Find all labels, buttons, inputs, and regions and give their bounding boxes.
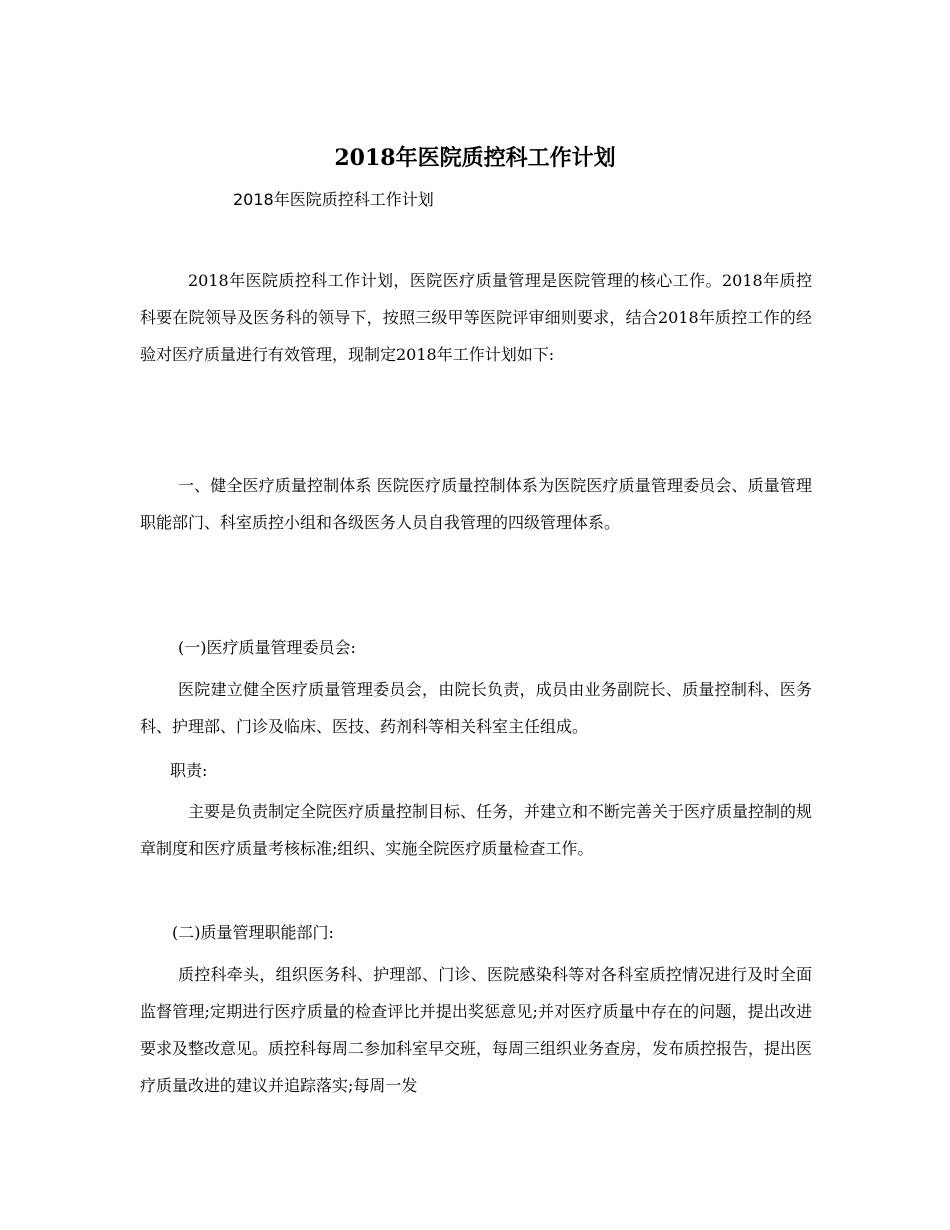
document-title: 2018年医院质控科工作计划 bbox=[334, 145, 616, 171]
subsection-2-heading: (二)质量管理职能部门: bbox=[172, 923, 334, 942]
intro-paragraph: 2018年医院质控科工作计划，医院医疗质量管理是医院管理的核心工作。2018年质控科要在院领导及医务科的领导下，按照三级甲等医院评审细则要求，结合2018年质控工作的经验对医疗质量进行有效管理，现制定2018年工作计划如下: bbox=[140, 271, 812, 364]
subsection-2-paragraph: 质控科牵头，组织医务科、护理部、门诊、医院感染科等对各科室质控情况进行及时全面监督管理;定期进行医疗质量的检查评比并提出奖惩意见;并对医疗质量中存在的问题，提出改进要求及整改意见。质控科每周二参加科室早交班，每周三组织业务查房，发布质控报告，提出医疗质量改进的建议并追踪落实;每周一发 bbox=[140, 965, 813, 1095]
duties-paragraph: 主要是负责制定全院医疗质量控制目标、任务，并建立和不断完善关于医疗质量控制的规章制度和医疗质量考核标准;组织、实施全院医疗质量检查工作。 bbox=[140, 802, 813, 858]
document-subtitle: 2018年医院质控科工作计划 bbox=[233, 190, 434, 209]
subsection-1-paragraph: 医院建立健全医疗质量管理委员会，由院长负责，成员由业务副院长、质量控制科、医务科、护理部、门诊及临床、医技、药剂科等相关科室主任组成。 bbox=[140, 680, 812, 736]
section-1-paragraph: 一、健全医疗质量控制体系 医院医疗质量控制体系为医院医疗质量管理委员会、质量管理职能部门、科室质控小组和各级医务人员自我管理的四级管理体系。 bbox=[140, 476, 812, 532]
duties-label: 职责: bbox=[170, 761, 208, 780]
subsection-1-heading: (一)医疗质量管理委员会: bbox=[178, 638, 356, 657]
